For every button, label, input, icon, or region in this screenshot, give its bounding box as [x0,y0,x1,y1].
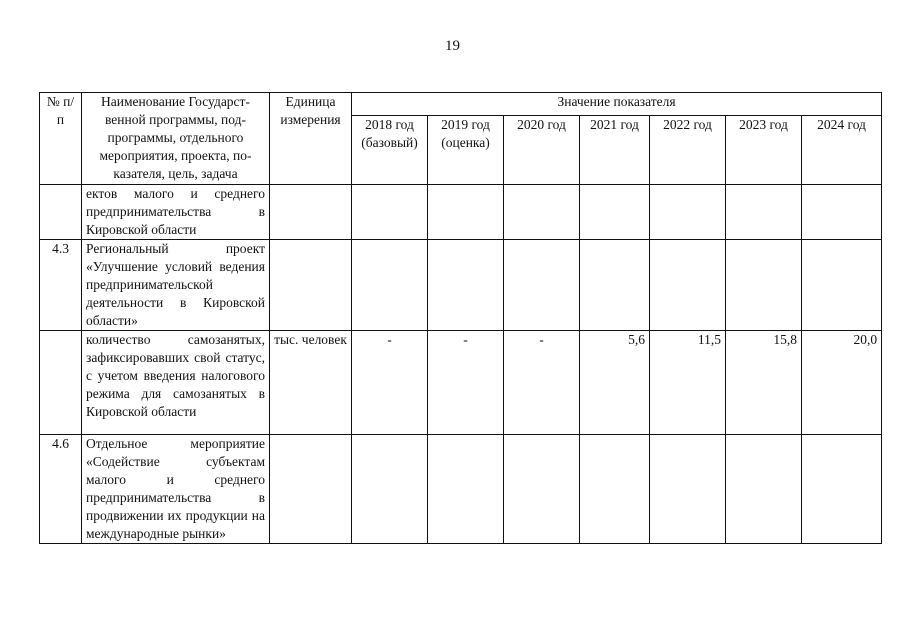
row-unit: тыс. человек [270,331,352,435]
header-year-2022 [650,116,726,185]
header-year-note: (оценка) [441,135,490,150]
row-value [428,240,504,331]
row-value [726,435,802,544]
row-value: 20,0 [802,331,882,435]
header-name: Наименование Государст- венной программы, под- программы, отдельного мероприятия, проекта, по- казателя, цель, задача [82,93,270,185]
row-name: ектов малого и среднего предпринимательства в Кировской области [82,185,270,240]
row-value: - [428,331,504,435]
row-value [802,185,882,240]
header-year-label: 2018 год [365,117,414,132]
row-value [580,185,650,240]
row-num [40,185,82,240]
header-year-2024 [802,116,882,185]
row-unit [270,185,352,240]
row-value: - [352,331,428,435]
table-row [40,240,882,331]
header-year-label: 2020 год [517,117,566,132]
row-value: - [504,331,580,435]
row-value [650,185,726,240]
table-row [40,331,882,435]
header-unit: Единица измерения [270,93,352,185]
row-value [580,435,650,544]
header-year-label: 2022 год [663,117,712,132]
header-year-2023 [726,116,802,185]
row-num: 4.6 [40,435,82,544]
row-value [504,240,580,331]
row-value [428,185,504,240]
header-year-label: 2024 год [817,117,866,132]
header-year-2021 [580,116,650,185]
row-value [352,435,428,544]
header-values-group: Значение показателя [352,93,882,116]
row-value [504,185,580,240]
row-value [580,240,650,331]
header-year-2019 [428,116,504,185]
header-year-label: 2023 год [739,117,788,132]
indicator-table [39,92,882,544]
row-value: 11,5 [650,331,726,435]
table-row [40,435,882,544]
header-year-2018 [352,116,428,185]
table-row [40,185,882,240]
row-value [726,240,802,331]
row-value [802,435,882,544]
row-value [428,435,504,544]
row-value [650,240,726,331]
row-num [40,331,82,435]
row-unit [270,435,352,544]
row-name: Региональный проект «Улучшение условий ведения предпринимательской деятельности в Кировской области» [82,240,270,331]
page-number: 19 [445,38,460,54]
header-year-label: 2021 год [590,117,639,132]
row-num: 4.3 [40,240,82,331]
row-value: 15,8 [726,331,802,435]
row-unit [270,240,352,331]
row-value [650,435,726,544]
header-year-note: (базовый) [361,135,418,150]
row-name: Отдельное мероприятие «Содействие субъектам малого и среднего предпринимательства в продвижении их продукции на международные рынки» [82,435,270,544]
row-value: 5,6 [580,331,650,435]
row-value [504,435,580,544]
header-year-label: 2019 год [441,117,490,132]
row-value [802,240,882,331]
row-value [352,185,428,240]
header-year-2020 [504,116,580,185]
row-value [726,185,802,240]
row-name: количество самозанятых, зафиксировавших свой статус, с учетом введения налогового режима для самозанятых в Кировской области [82,331,270,435]
row-value [352,240,428,331]
header-num: № п/п [40,93,82,185]
